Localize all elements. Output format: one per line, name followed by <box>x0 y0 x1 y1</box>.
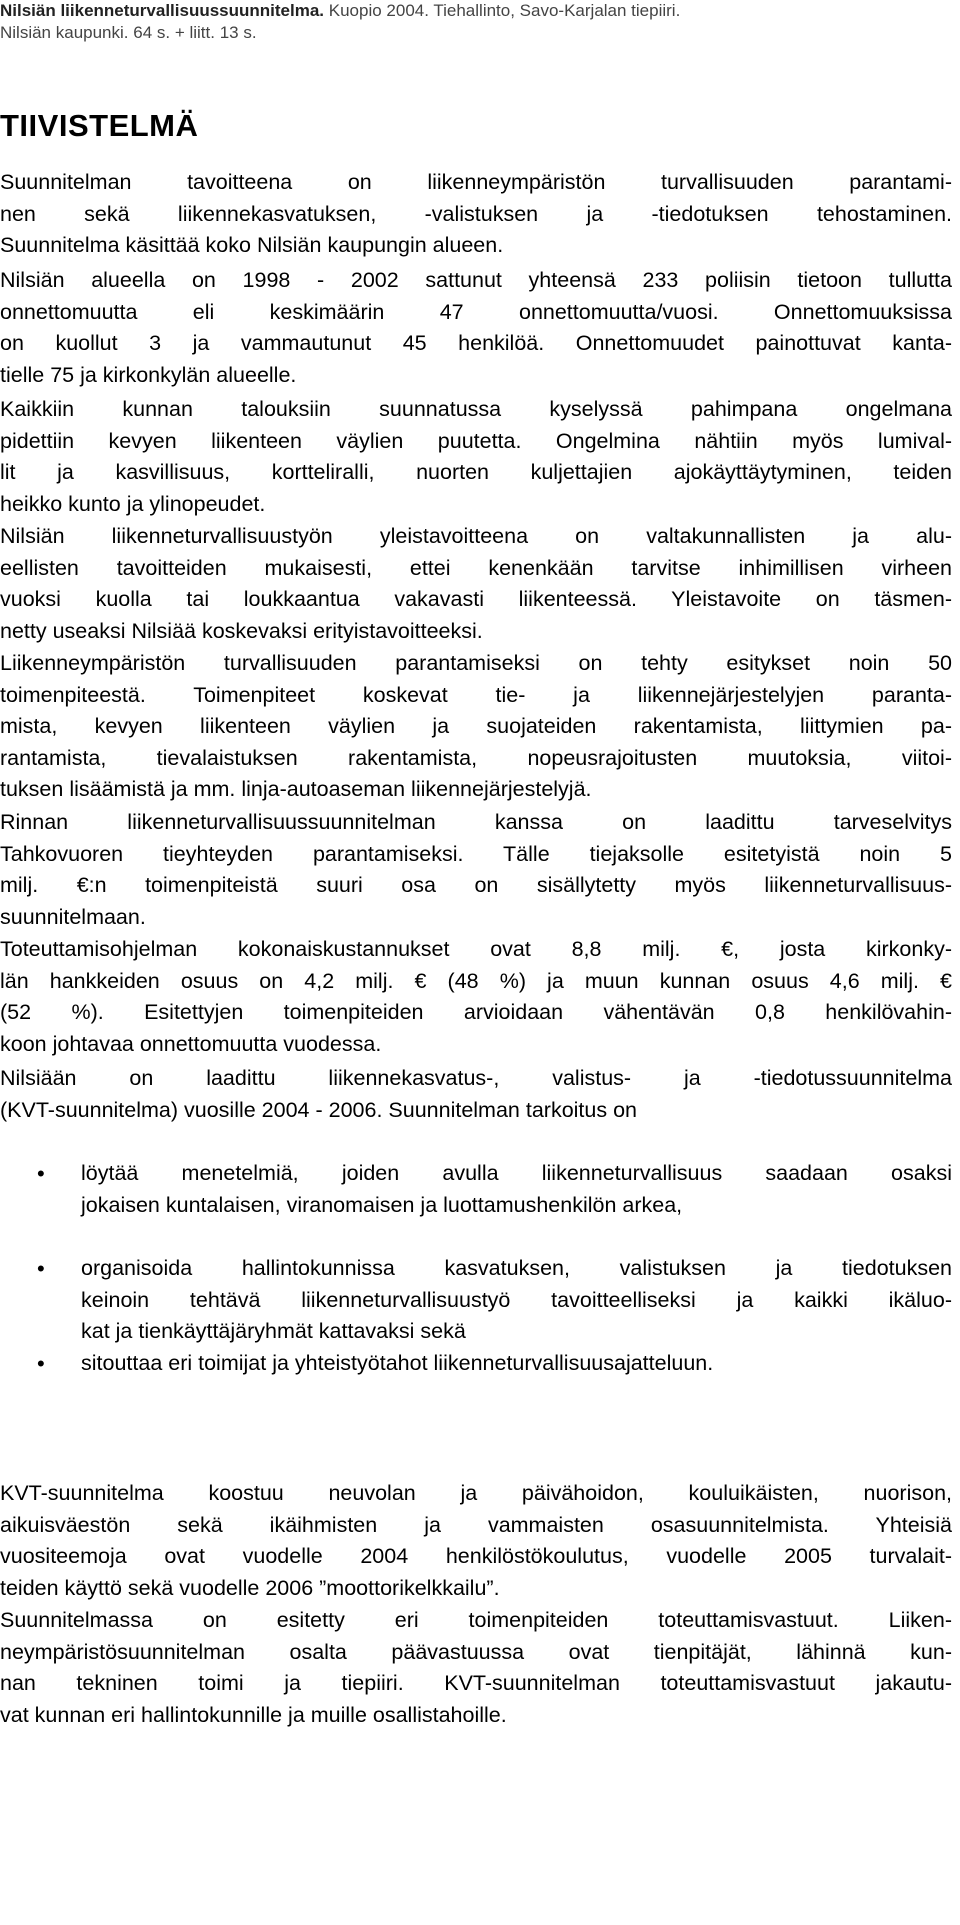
paragraph <box>0 807 952 933</box>
text-line: on kuollut 3 ja vammautunut 45 henkilöä. Onnettomuudet painottuvat kanta- <box>0 331 952 355</box>
text-line: län hankkeiden osuus on 4,2 milj. € (48 %) ja muun kunnan osuus 4,6 milj. € <box>0 968 952 993</box>
text-line: löytää menetelmiä, joiden avulla liikenneturvallisuus saadaan osaksi <box>81 1161 952 1185</box>
paragraph <box>0 521 952 647</box>
text-line: vuositeemoja ovat vuodelle 2004 henkilöstökoulutus, vuodelle 2005 turvalait- <box>0 1544 952 1568</box>
text-line: aikuisväestön sekä ikäihmisten ja vammaisten osasuunnitelmista. Yhteisiä <box>0 1512 952 1537</box>
text-line: koon johtavaa onnettomuutta vuodessa. <box>0 1031 382 1056</box>
text-line: Nilsiään on laadittu liikennekasvatus-, valistus- ja -tiedotussuunnitelma <box>0 1066 952 1090</box>
text-line: pidettiin kevyen liikenteen väylien puutetta. Ongelmina nähtiin myös lumival- <box>0 428 952 453</box>
text-line: netty useaksi Nilsiää koskevaksi erityistavoitteeksi. <box>0 618 483 643</box>
paragraph <box>0 167 952 262</box>
text-line: Kaikkiin kunnan talouksiin suunnatussa kyselyssä pahimpana ongelmana <box>0 397 952 421</box>
text-line: Liikenneympäristön turvallisuuden parantamiseksi on tehty esitykset noin 50 <box>0 651 952 675</box>
paragraph <box>0 1478 952 1604</box>
paragraph <box>0 934 952 1060</box>
bullet-icon: • <box>37 1161 45 1186</box>
list-item <box>0 1158 952 1221</box>
text-line: mista, kevyen liikenteen väylien ja suojateiden rakentamista, liittymien pa- <box>0 714 952 738</box>
text-line: (KVT-suunnitelma) vuosille 2004 - 2006. Suunnitelman tarkoitus on <box>0 1097 637 1122</box>
text-line: onnettomuutta eli keskimäärin 47 onnettomuutta/vuosi. Onnettomuuksissa <box>0 299 952 324</box>
text-line: (52 %). Esitettyjen toimenpiteiden arvioidaan vähentävän 0,8 henkilövahin- <box>0 1000 952 1024</box>
paragraph <box>0 394 952 520</box>
text-line: teiden käyttö sekä vuodelle 2006 ”moottorikelkkailu”. <box>0 1575 500 1600</box>
text-line: Suunnitelmassa on esitetty eri toimenpiteiden toteuttamisvastuut. Liiken- <box>0 1608 952 1632</box>
paragraph <box>0 265 952 391</box>
text-line: rantamista, tievalaistuksen rakentamista, nopeusrajoitusten muutoksia, viitoi- <box>0 745 952 770</box>
citation-header <box>0 0 950 44</box>
text-line: vuoksi kuolla tai loukkaantua vakavasti liikenteessä. Yleistavoite on täsmen- <box>0 587 952 611</box>
section-heading: TIIVISTELMÄ <box>0 108 199 143</box>
text-line: jokaisen kuntalaisen, viranomaisen ja luottamushenkilön arkea, <box>81 1192 683 1217</box>
text-line: Toteuttamisohjelman kokonaiskustannukset ovat 8,8 milj. €, josta kirkonky- <box>0 937 952 961</box>
text-line: nan tekninen toimi ja tiepiiri. KVT-suunnitelman toteuttamisvastuut jakautu- <box>0 1671 952 1695</box>
text-line: lit ja kasvillisuus, kortteliralli, nuorten kuljettajien ajokäyttäytyminen, teiden <box>0 460 952 484</box>
text-line: kat ja tienkäyttäjäryhmät kattavaksi sekä <box>81 1319 466 1343</box>
list-item <box>0 1253 952 1348</box>
citation-line-1 <box>0 0 950 22</box>
paragraph <box>0 1063 952 1126</box>
text-line: heikko kunto ja ylinopeudet. <box>0 491 266 516</box>
paragraph <box>0 1605 952 1731</box>
bullet-icon: • <box>37 1256 45 1281</box>
text-line: nen sekä liikennekasvatuksen, -valistuksen ja -tiedotuksen tehostaminen. <box>0 201 952 226</box>
text-line: neympäristösuunnitelman osalta päävastuussa ovat tienpitäjät, lähinnä kun- <box>0 1639 952 1664</box>
text-line: Suunnitelman tavoitteena on liikenneympäristön turvallisuuden parantami- <box>0 170 952 194</box>
text-line: Suunnitelma käsittää koko Nilsiän kaupungin alueen. <box>0 233 504 257</box>
text-line: Nilsiän liikenneturvallisuustyön yleistavoitteena on valtakunnallisten ja alu- <box>0 524 952 548</box>
text-line: keinoin tehtävä liikenneturvallisuustyö tavoitteelliseksi ja kaikki ikäluo- <box>81 1287 952 1312</box>
bullet-icon: • <box>37 1351 45 1376</box>
citation-line-2: Nilsiän kaupunki. 64 s. + liitt. 13 s. <box>0 23 257 42</box>
text-line: milj. €:n toimenpiteistä suuri osa on sisällytetty myös liikenneturvallisuus- <box>0 873 952 897</box>
text-line: Tahkovuoren tieyhteyden parantamiseksi. Tälle tiejaksolle esitetyistä noin 5 <box>0 841 952 866</box>
text-line: tuksen lisäämistä ja mm. linja-autoaseman liikennejärjestelyjä. <box>0 777 592 801</box>
text-line: organisoida hallintokunnissa kasvatuksen, valistuksen ja tiedotuksen <box>81 1256 952 1280</box>
paragraph <box>0 648 952 806</box>
text-line: toimenpiteestä. Toimenpiteet koskevat tie- ja liikennejärjestelyjen paranta- <box>0 682 952 707</box>
text-line: sitouttaa eri toimijat ja yhteistyötahot liikenneturvallisuusajatteluun. <box>81 1351 714 1375</box>
text-line: tielle 75 ja kirkonkylän alueelle. <box>0 362 297 387</box>
publication-info: Kuopio 2004. Tiehallinto, Savo-Karjalan tiepiiri. <box>324 1 681 20</box>
text-line: vat kunnan eri hallintokunnille ja muille osallistahoille. <box>0 1702 507 1727</box>
text-line: Rinnan liikenneturvallisuussuunnitelman kanssa on laadittu tarveselvitys <box>0 810 952 834</box>
text-line: suunnitelmaan. <box>0 904 146 929</box>
text-line: Nilsiän alueella on 1998 - 2002 sattunut yhteensä 233 poliisin tietoon tullutta <box>0 268 952 292</box>
text-line: eellisten tavoitteiden mukaisesti, ettei kenenkään tarvitse inhimillisen virheen <box>0 555 952 580</box>
document-title: Nilsiän liikenneturvallisuussuunnitelma. <box>0 1 325 20</box>
text-line: KVT-suunnitelma koostuu neuvolan ja päivähoidon, kouluikäisten, nuorison, <box>0 1481 952 1505</box>
list-item <box>0 1348 952 1380</box>
